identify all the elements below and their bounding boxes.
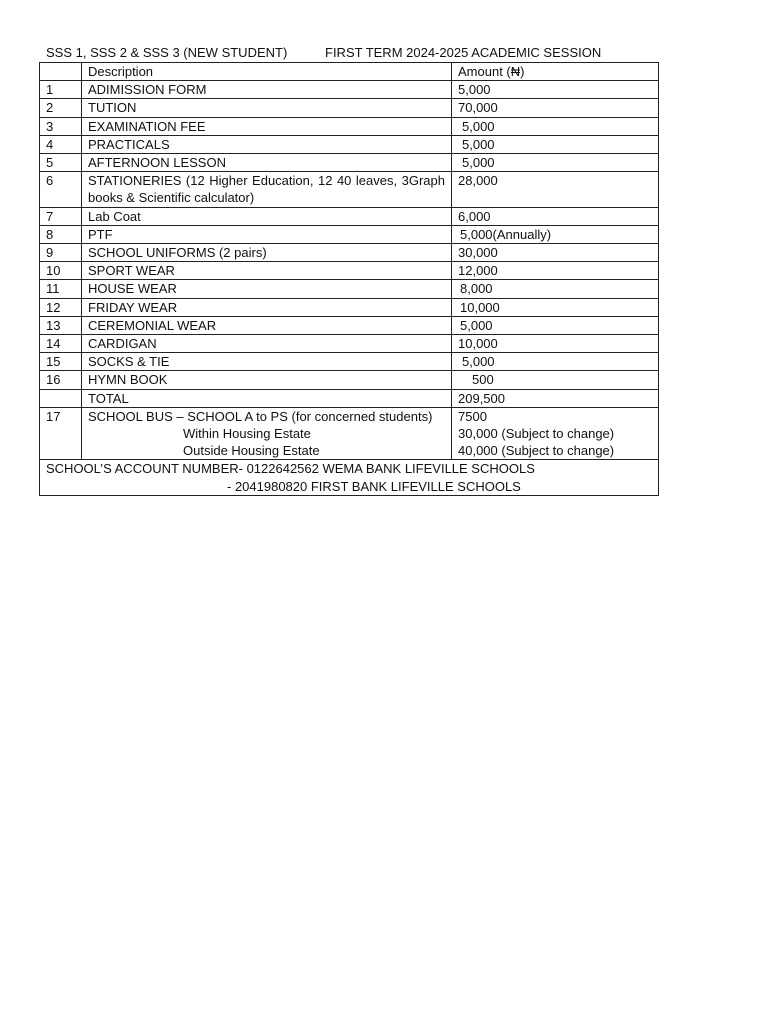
row-number: 13 bbox=[40, 316, 82, 334]
document-header bbox=[46, 44, 658, 62]
class-level-title: SSS 1, SSS 2 & SSS 3 (NEW STUDENT) bbox=[46, 45, 288, 60]
table-row bbox=[40, 262, 659, 280]
row-amount: 5,000 bbox=[452, 135, 659, 153]
row-number: 10 bbox=[40, 262, 82, 280]
amount-header: Amount (₦) bbox=[452, 63, 659, 81]
row-number: 7 bbox=[40, 207, 82, 225]
total-label: TOTAL bbox=[82, 389, 452, 407]
table-row bbox=[40, 135, 659, 153]
row-number: 9 bbox=[40, 244, 82, 262]
row-description: AFTERNOON LESSON bbox=[82, 154, 452, 172]
row-description: CARDIGAN bbox=[82, 335, 452, 353]
row-amount: 30,000 bbox=[452, 244, 659, 262]
row-number: 2 bbox=[40, 99, 82, 117]
row-amount: 10,000 bbox=[452, 298, 659, 316]
row-amount: 5,000(Annually) bbox=[452, 225, 659, 243]
row-amount: 8,000 bbox=[452, 280, 659, 298]
row-number: 16 bbox=[40, 371, 82, 389]
session-title: FIRST TERM 2024-2025 ACADEMIC SESSION bbox=[325, 45, 602, 60]
description-header: Description bbox=[82, 63, 452, 81]
row-number: 11 bbox=[40, 280, 82, 298]
table-row bbox=[40, 172, 659, 207]
row-number: 6 bbox=[40, 172, 82, 207]
bus-description bbox=[82, 407, 452, 460]
row-amount: 5,000 bbox=[452, 81, 659, 99]
row-number: 17 bbox=[40, 407, 82, 460]
row-amount: 70,000 bbox=[452, 99, 659, 117]
row-description: PRACTICALS bbox=[82, 135, 452, 153]
row-number: 15 bbox=[40, 353, 82, 371]
row-amount: 500 bbox=[452, 371, 659, 389]
row-amount: 5,000 bbox=[452, 316, 659, 334]
row-description: TUTION bbox=[82, 99, 452, 117]
row-number: 8 bbox=[40, 225, 82, 243]
bus-route-label: SCHOOL BUS – SCHOOL A to PS (for concerned students) bbox=[88, 408, 433, 424]
row-description: HYMN BOOK bbox=[82, 371, 452, 389]
row-number: 4 bbox=[40, 135, 82, 153]
table-row bbox=[40, 99, 659, 117]
bus-within-estate-label: Within Housing Estate bbox=[183, 426, 311, 442]
bus-within-estate-amount: 30,000 (Subject to change) bbox=[458, 426, 615, 442]
table-row bbox=[40, 371, 659, 389]
bus-outside-estate-label: Outside Housing Estate bbox=[183, 443, 320, 459]
table-row bbox=[40, 244, 659, 262]
table-row bbox=[40, 117, 659, 135]
total-number-cell bbox=[40, 389, 82, 407]
school-bus-row bbox=[40, 407, 659, 460]
row-description: SCHOOL UNIFORMS (2 pairs) bbox=[82, 244, 452, 262]
table-header-row bbox=[40, 63, 659, 81]
bus-amounts bbox=[452, 407, 659, 460]
wema-account-line: SCHOOL’S ACCOUNT NUMBER- 0122642562 WEMA BANK LIFEVILLE SCHOOLS bbox=[46, 461, 535, 477]
row-description: HOUSE WEAR bbox=[82, 280, 452, 298]
row-amount: 10,000 bbox=[452, 335, 659, 353]
row-amount: 6,000 bbox=[452, 207, 659, 225]
table-row bbox=[40, 298, 659, 316]
total-row bbox=[40, 389, 659, 407]
row-description: FRIDAY WEAR bbox=[82, 298, 452, 316]
number-header-cell bbox=[40, 63, 82, 81]
table-row bbox=[40, 207, 659, 225]
table-row bbox=[40, 335, 659, 353]
table-row bbox=[40, 225, 659, 243]
row-amount: 12,000 bbox=[452, 262, 659, 280]
row-number: 3 bbox=[40, 117, 82, 135]
row-amount: 5,000 bbox=[452, 117, 659, 135]
row-amount: 28,000 bbox=[452, 172, 659, 207]
first-bank-account-line: - 2041980820 FIRST BANK LIFEVILLE SCHOOLS bbox=[227, 478, 521, 494]
row-description: SOCKS & TIE bbox=[82, 353, 452, 371]
row-description: SPORT WEAR bbox=[82, 262, 452, 280]
row-description: EXAMINATION FEE bbox=[82, 117, 452, 135]
account-row bbox=[40, 460, 659, 495]
row-amount: 5,000 bbox=[452, 353, 659, 371]
row-description: Lab Coat bbox=[82, 207, 452, 225]
row-number: 1 bbox=[40, 81, 82, 99]
row-description: STATIONERIES (12 Higher Education, 12 40 leaves, 3Graph books & Scientific calculator) bbox=[82, 172, 452, 207]
table-row bbox=[40, 353, 659, 371]
account-info bbox=[40, 460, 659, 495]
table-row bbox=[40, 154, 659, 172]
fees-table bbox=[39, 62, 659, 496]
row-description: PTF bbox=[82, 225, 452, 243]
row-description: ADIMISSION FORM bbox=[82, 81, 452, 99]
table-row bbox=[40, 280, 659, 298]
row-description: CEREMONIAL WEAR bbox=[82, 316, 452, 334]
row-number: 12 bbox=[40, 298, 82, 316]
bus-outside-estate-amount: 40,000 (Subject to change) bbox=[458, 443, 615, 459]
table-row bbox=[40, 81, 659, 99]
total-amount: 209,500 bbox=[452, 389, 659, 407]
bus-route-amount: 7500 bbox=[458, 408, 487, 424]
row-amount: 5,000 bbox=[452, 154, 659, 172]
table-row bbox=[40, 316, 659, 334]
row-number: 5 bbox=[40, 154, 82, 172]
row-number: 14 bbox=[40, 335, 82, 353]
